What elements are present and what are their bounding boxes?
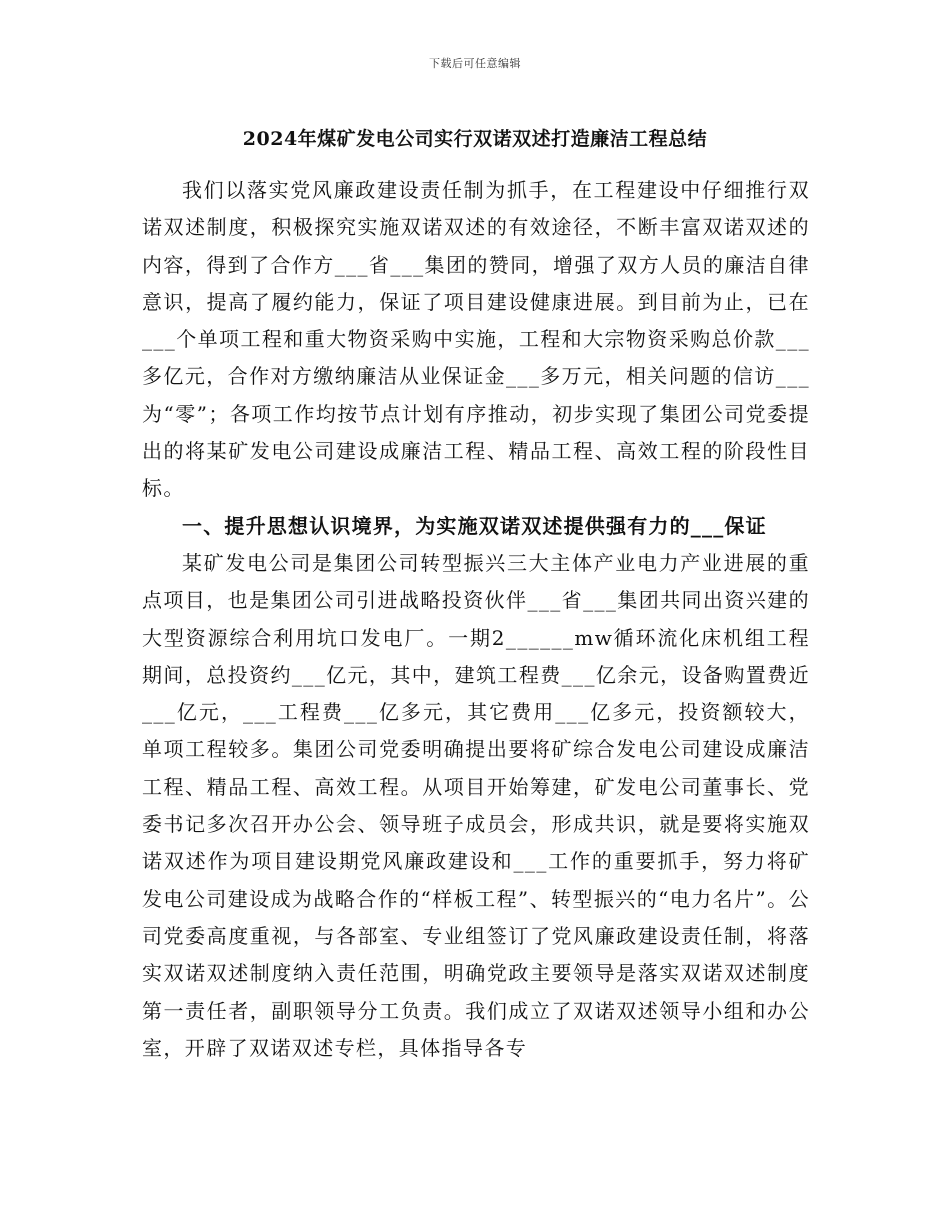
header-note: 下载后可任意编辑 xyxy=(429,57,521,70)
paragraph-intro: 我们以落实党风廉政建设责任制为抓手，在工程建设中仔细推行双诺双述制度，积极探究实施双诺双述的有效途径，不断丰富双诺双述的内容，得到了合作方___省___集团的赞同，增强了双方人员的廉洁自律意识，提高了履约能力，保证了项目建设健康进展。到目前为止，已在___个单项工程和重大物资采购中实施，工程和大宗物资采购总价款___多亿元，合作对方缴纳廉洁从业保证金___多万元，相关问题的信访___为“零”；各项工作均按节点计划有序推动，初步实现了集团公司党委提出的将某矿发电公司建设成廉洁工程、精品工程、高效工程的阶段性目标。 xyxy=(142,178,810,501)
section-heading-1: 一、提升思想认识境界，为实施双诺双述提供强有力的___保证 xyxy=(182,513,767,538)
document-body xyxy=(142,172,810,1067)
document-title: 2024年煤矿发电公司实行双诺双述打造廉洁工程总结 xyxy=(242,128,708,150)
paragraph-section-1: 某矿发电公司是集团公司转型振兴三大主体产业电力产业进展的重点项目，也是集团公司引进战略投资伙伴___省___集团共同出资兴建的大型资源综合利用坑口发电厂。一期2______mw循环流化床机组工程期间，总投资约___亿元，其中，建筑工程费___亿余元，设备购置费近___亿元，___工程费___亿多元，其它费用___亿多元，投资额较大，单项工程较多。集团公司党委明确提出要将矿综合发电公司建设成廉洁工程、精品工程、高效工程。从项目开始筹建，矿发电公司董事长、党委书记多次召开办公会、领导班子成员会，形成共识，就是要将实施双诺双述作为项目建设期党风廉政建设和___工作的重要抓手，努力将矿发电公司建设成为战略合作的“样板工程”、转型振兴的“电力名片”。公司党委高度重视，与各部室、专业组签订了党风廉政建设责任制，将落实双诺双述制度纳入责任范围，明确党政主要领导是落实双诺双述制度第一责任者，副职领导分工负责。我们成立了双诺双述领导小组和办公室，开辟了双诺双述专栏，具体指导各专 xyxy=(142,550,810,1060)
